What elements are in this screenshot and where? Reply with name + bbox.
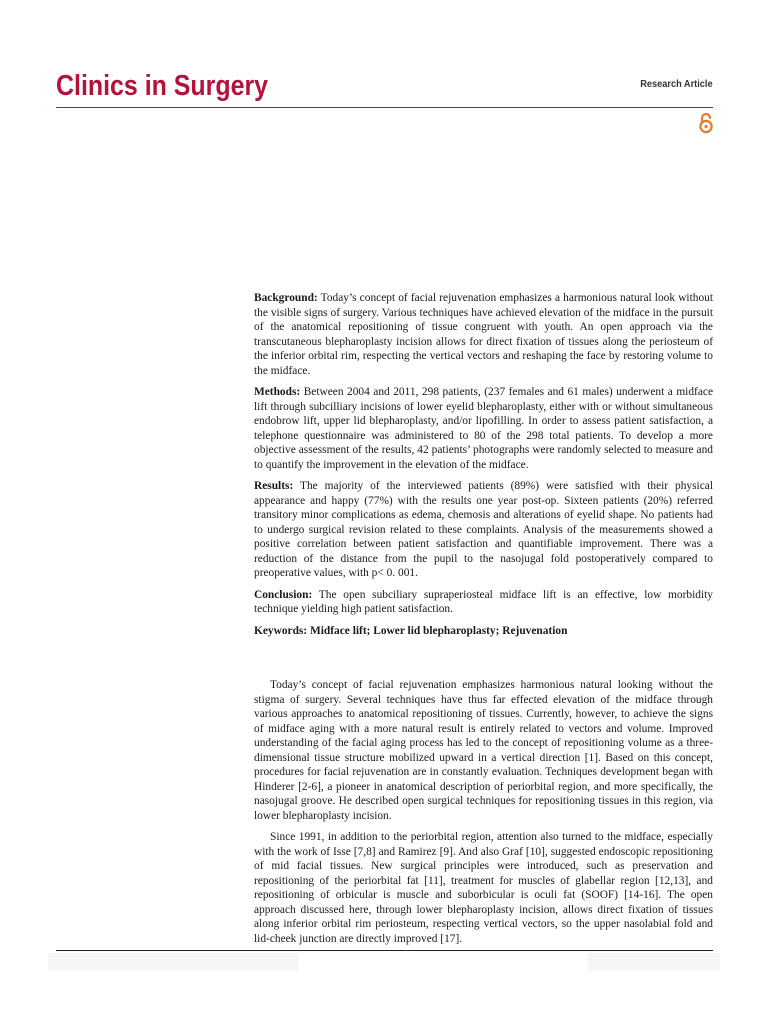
abstract-background <box>254 291 713 378</box>
open-access-icon <box>697 112 715 134</box>
introduction-paragraph: Since 1991, in addition to the periorbital region, attention also turned to the midface, especially with the work of Isse [7,8] and Ramirez [9]. And also Graf [10], suggested endoscopic repositioning of mid facial tissues. New surgical principles were introduced, such as preservation and repositioning of the periorbital fat [11], treatment for muscles of glabellar region [12,13], and repositioning of orbicular is muscle and suborbicular is oculi fat (SOOF) [14-16]. The open approach discussed here, through lower blepharoplasty incision, allows direct fixation of tissues along inferior orbital rim periosteum, respecting vertical vectors, so the upper nasolabial fold and lid-cheek junction are directly improved [17]. <box>254 831 713 945</box>
keywords: Keywords: Midface lift; Lower lid blepharoplasty; Rejuvenation <box>254 624 568 637</box>
abstract-results <box>254 479 713 581</box>
journal-title: Clinics in Surgery <box>56 70 269 102</box>
abstract-background-text: Today’s concept of facial rejuvenation emphasizes a harmonious natural look without the visible signs of surgery. Various techniques have achieved elevation of the midface in the pursuit of the anatomical repositioning of tissue congruent with youth. An open approach via the transcutaneous blepharoplasty incision allows for direct fixation of tissues along the periosteum of the inferior orbital rim, respecting the vertical vectors and reshaping the face by restoring volume to the midface. <box>254 292 713 377</box>
abstract-results-text: The majority of the interviewed patients (89%) were satisfied with their physical appearance and happy (77%) with the results one year post-op. Sixteen patients (20%) referred transitory minor complications as edema, chemosis and alterations of eyelid shape. No patients had to undergo surgical revision related to these complaints. Analysis of the measurements showed a positive correlation between patient satisfaction and quantifiable improvement. There was a reduction of the distance from the pupil to the nasojugal fold postoperatively compared to preoperative values, with p< 0. 001. <box>254 480 713 579</box>
abstract-methods <box>254 385 713 472</box>
abstract-results-label: Results: <box>254 480 294 492</box>
abstract-conclusion-label: Conclusion: <box>254 588 313 601</box>
abstract-conclusion <box>254 588 713 617</box>
footer-shade-right <box>588 953 720 971</box>
article-type-label: Research Article <box>640 79 713 90</box>
introduction <box>254 678 713 946</box>
abstract-methods-text: Between 2004 and 2011, 298 patients, (237 females and 61 males) underwent a midface lift through subcilliary incisions of lower eyelid blepharoplasty, either with or without simultaneous endobrow lift, upper lid blepharoplasty, and/or lipofilling. In order to assess patient satisfaction, a telephone questionnaire was administered to 80 of the 298 total patients. To develop a more objective assessment of the results, 42 patients’ photographs were randomly selected to measure and to quantify the improvement in the elevation of the midface. <box>254 386 713 471</box>
header-divider <box>56 107 713 108</box>
abstract <box>254 291 713 638</box>
introduction-paragraph: Today’s concept of facial rejuvenation emphasizes harmonious natural looking without the stigma of surgery. Several techniques have thus far effected elevation of the midface through various approaches to anatomical repositioning of tissues. Currently, however, to achieve the signs of midface aging with a more natural result is entirely related to vectors and volume. Improved understanding of the facial aging process has led to the concept of repositioning volume as a three-dimensional tissue structure mobilized upward in a vertical direction [1]. Based on this concept, procedures for facial rejuvenation are in constantly evaluation. Techniques development began with Hinderer [2-6], a pioneer in anatomical description of periorbital region, and more specifically, the nasojugal groove. He described open surgical techniques for repositioning tissues in this region, via lower blepharoplasty incision. <box>254 679 713 822</box>
abstract-conclusion-text: The open subciliary supraperiosteal midface lift is an effective, low morbidity technique yielding high patient satisfaction. <box>254 588 713 615</box>
abstract-background-label: Background: <box>254 292 318 304</box>
footer-shade-left <box>48 953 298 971</box>
footer-divider <box>56 950 713 951</box>
article-body <box>254 291 713 953</box>
abstract-methods-label: Methods: <box>254 386 301 398</box>
